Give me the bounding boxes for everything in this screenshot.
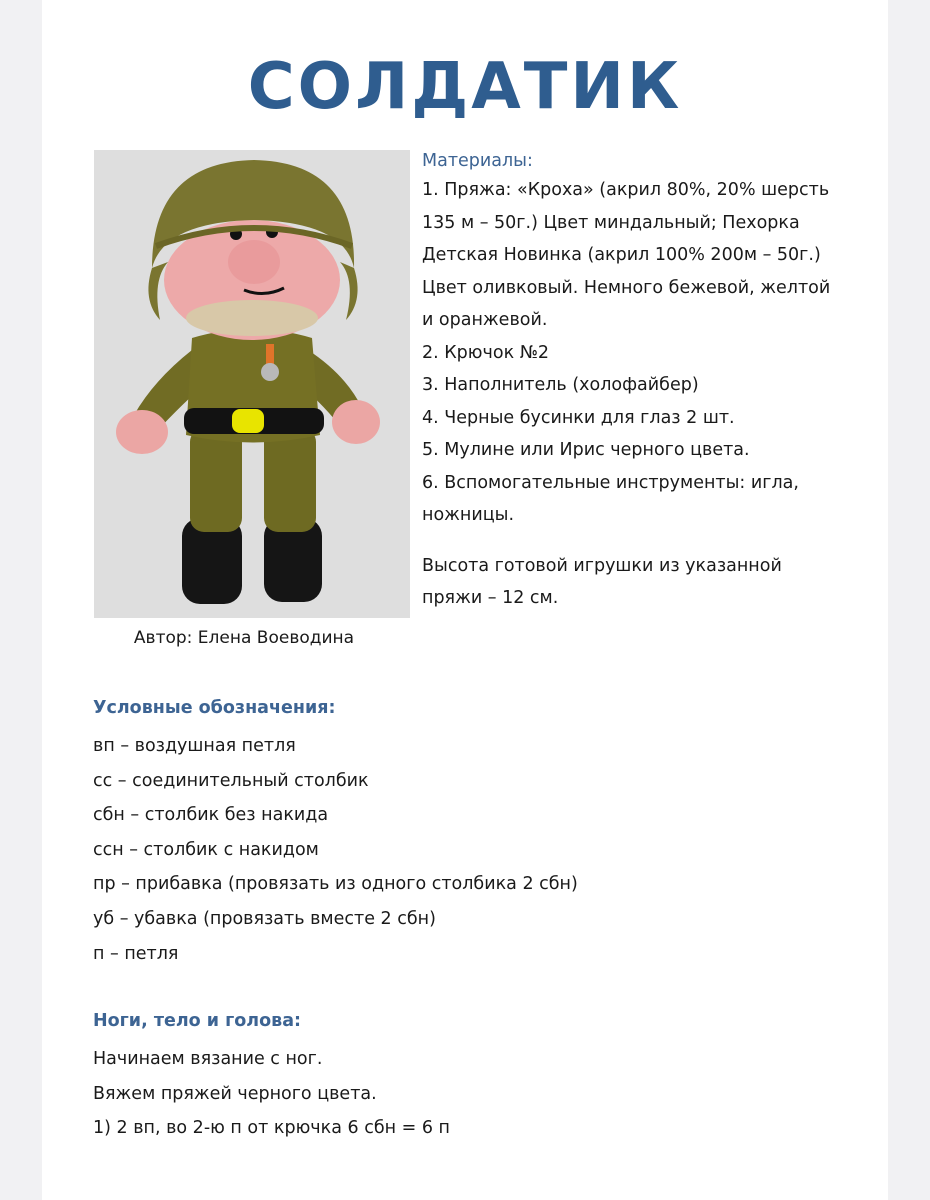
photo-caption: Автор: Елена Воеводина [133,628,355,648]
page-title: СОЛДАТИК [247,50,683,124]
legs-body-head-section [93,1008,793,1146]
materials-item: 6. Вспомогательные инструменты: игла, ножницы. [422,472,799,525]
materials-section [422,148,842,615]
materials-heading: Материалы: [422,151,533,171]
toy-height-note: Высота готовой игрушки из указанной пряжи – 12 см. [422,555,782,608]
legend-heading: Условные обозначения: [93,698,336,718]
legend-item: сбн – столбик без накида [93,805,329,826]
materials-item: 5. Мулине или Ирис черного цвета. [422,440,750,460]
document-page [42,0,888,1200]
instruction-line: 1) 2 вп, во 2-ю п от крючка 6 сбн = 6 п [93,1118,450,1139]
legend-item: пр – прибавка (провязать из одного столбика 2 сбн) [93,874,578,895]
legend-item: ссн – столбик с накидом [93,839,319,860]
legend-item: вп – воздушная петля [93,736,296,756]
instruction-line: Начинаем вязание с ног. [93,1049,323,1069]
legend-item: п – петля [93,943,179,964]
section-heading: Ноги, тело и голова: [93,1011,302,1031]
materials-item: 4. Черные бусинки для глаз 2 шт. [422,407,735,428]
crochet-soldier-toy-photo [94,150,410,618]
legend-item: уб – убавка (провязать вместе 2 сбн) [93,908,436,929]
legend-section [93,695,793,971]
materials-item: 2. Крючок №2 [422,342,550,363]
materials-item: 3. Наполнитель (холофайбер) [422,375,699,395]
instruction-line: Вяжем пряжей черного цвета. [93,1083,377,1104]
materials-item: 1. Пряжа: «Кроха» (акрил 80%, 20% шерсть 135 м – 50г.) Цвет миндальный; Пехорка Детская Новинка (акрил 100% 200м – 50г.) Цвет оливковый. Немного бежевой, желтой и оранжевой. [422,180,831,330]
legend-item: сс – соединительный столбик [93,770,369,791]
soldier-illustration [94,150,410,618]
